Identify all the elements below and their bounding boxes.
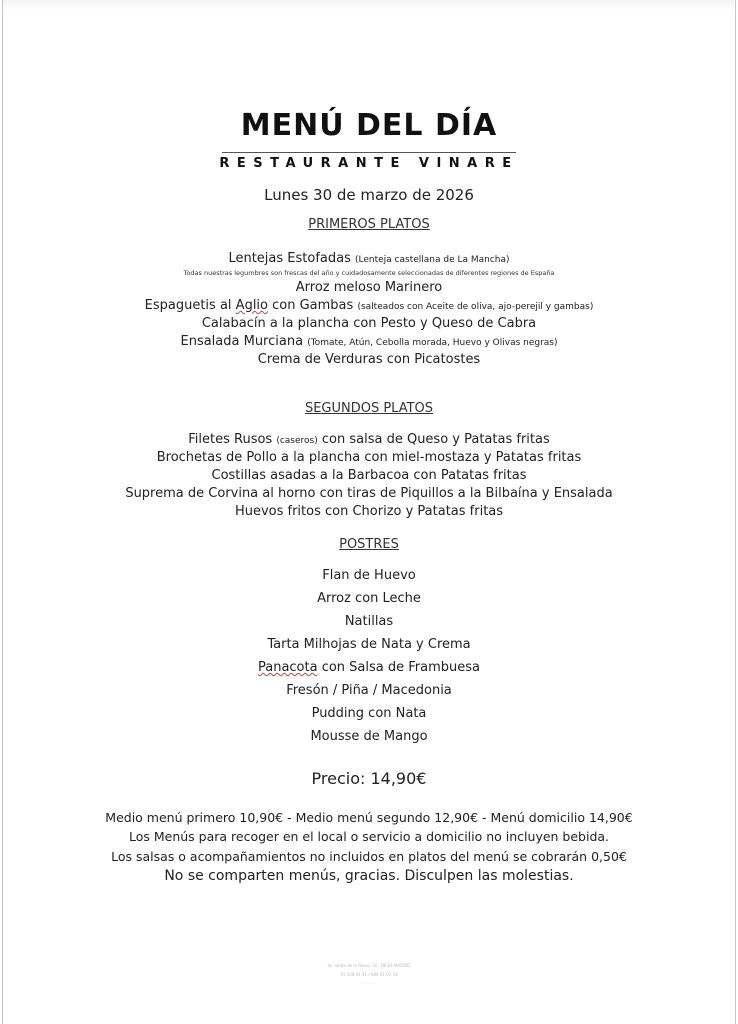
menu-title: MENÚ DEL DÍA [240,108,498,143]
dessert-6: Fresón / Piña / Macedonia [286,683,452,698]
menu-date: Lunes 30 de marzo de 2026 [264,186,474,204]
dish-segundo-4: Suprema de Corvina al horno con tiras de Piquillos a la Bilbaína y Ensalada [125,486,613,501]
section-segundos-heading: SEGUNDOS PLATOS [304,401,434,416]
dish-segundo-1: Filetes Rusos (caseros) con salsa de Queso y Patatas fritas [188,432,550,447]
dessert-8: Mousse de Mango [310,729,428,744]
dish-primero-2: Arroz meloso Marinero [295,280,443,295]
section-postres-heading: POSTRES [339,537,399,552]
dish-primero-6: Crema de Verduras con Picatostes [257,352,481,367]
dish-primero-1: Lentejas Estofadas (Lenteja castellana de La Mancha) [228,251,510,266]
title-divider [222,152,516,153]
section-primeros-heading: PRIMEROS PLATOS [308,217,430,232]
dish-primero-4: Calabacín a la plancha con Pesto y Queso de Cabra [201,316,537,331]
restaurant-name: RESTAURANTE VINARE [219,156,519,171]
dessert-5: Panacota con Salsa de Frambuesa [257,660,481,675]
takeaway-note: Los Menús para recoger en el local o servicio a domicilio no incluyen bebida. [128,829,610,844]
dessert-2: Arroz con Leche [317,591,421,606]
dessert-3: Natillas [344,614,394,629]
no-sharing-note: No se comparten menús, gracias. Disculpen las molestias. [164,868,574,884]
dish-segundo-2: Brochetas de Pollo a la plancha con miel-mostaza y Patatas fritas [156,450,582,465]
sauces-note: Los salsas o acompañamientos no incluidos en platos del menú se cobrarán 0,50€ [111,849,627,864]
dessert-1: Flan de Huevo [322,568,416,583]
dessert-7: Pudding con Nata [311,706,427,721]
dish-primero-3: Espaguetis al Aglio con Gambas (salteados con Aceite de oliva, ajo-perejil y gambas) [144,298,594,313]
footer-social: · · · · · [363,981,375,986]
menu-price: Precio: 14,90€ [311,769,427,788]
legumbres-note: Todas nuestras legumbres son frescas del año y cuidadosamente seleccionadas de diferentes regiones de España [183,269,555,277]
footer-phones: 91 508 44 41 / 686 01 03 16 [340,972,398,977]
dish-primero-5: Ensalada Murciana (Tomate, Atún, Cebolla morada, Huevo y Olivas negras) [180,334,558,349]
dessert-4: Tarta Milhojas de Nata y Crema [267,637,471,652]
half-menu-prices: Medio menú primero 10,90€ - Medio menú segundo 12,90€ - Menú domicilio 14,90€ [105,810,633,825]
dish-segundo-3: Costillas asadas a la Barbacoa con Patatas fritas [211,468,527,483]
footer-address: Av. ienda de la Paseo, 50, 28004 MADRID [327,963,411,968]
dish-segundo-5: Huevos fritos con Chorizo y Patatas fritas [234,504,504,519]
